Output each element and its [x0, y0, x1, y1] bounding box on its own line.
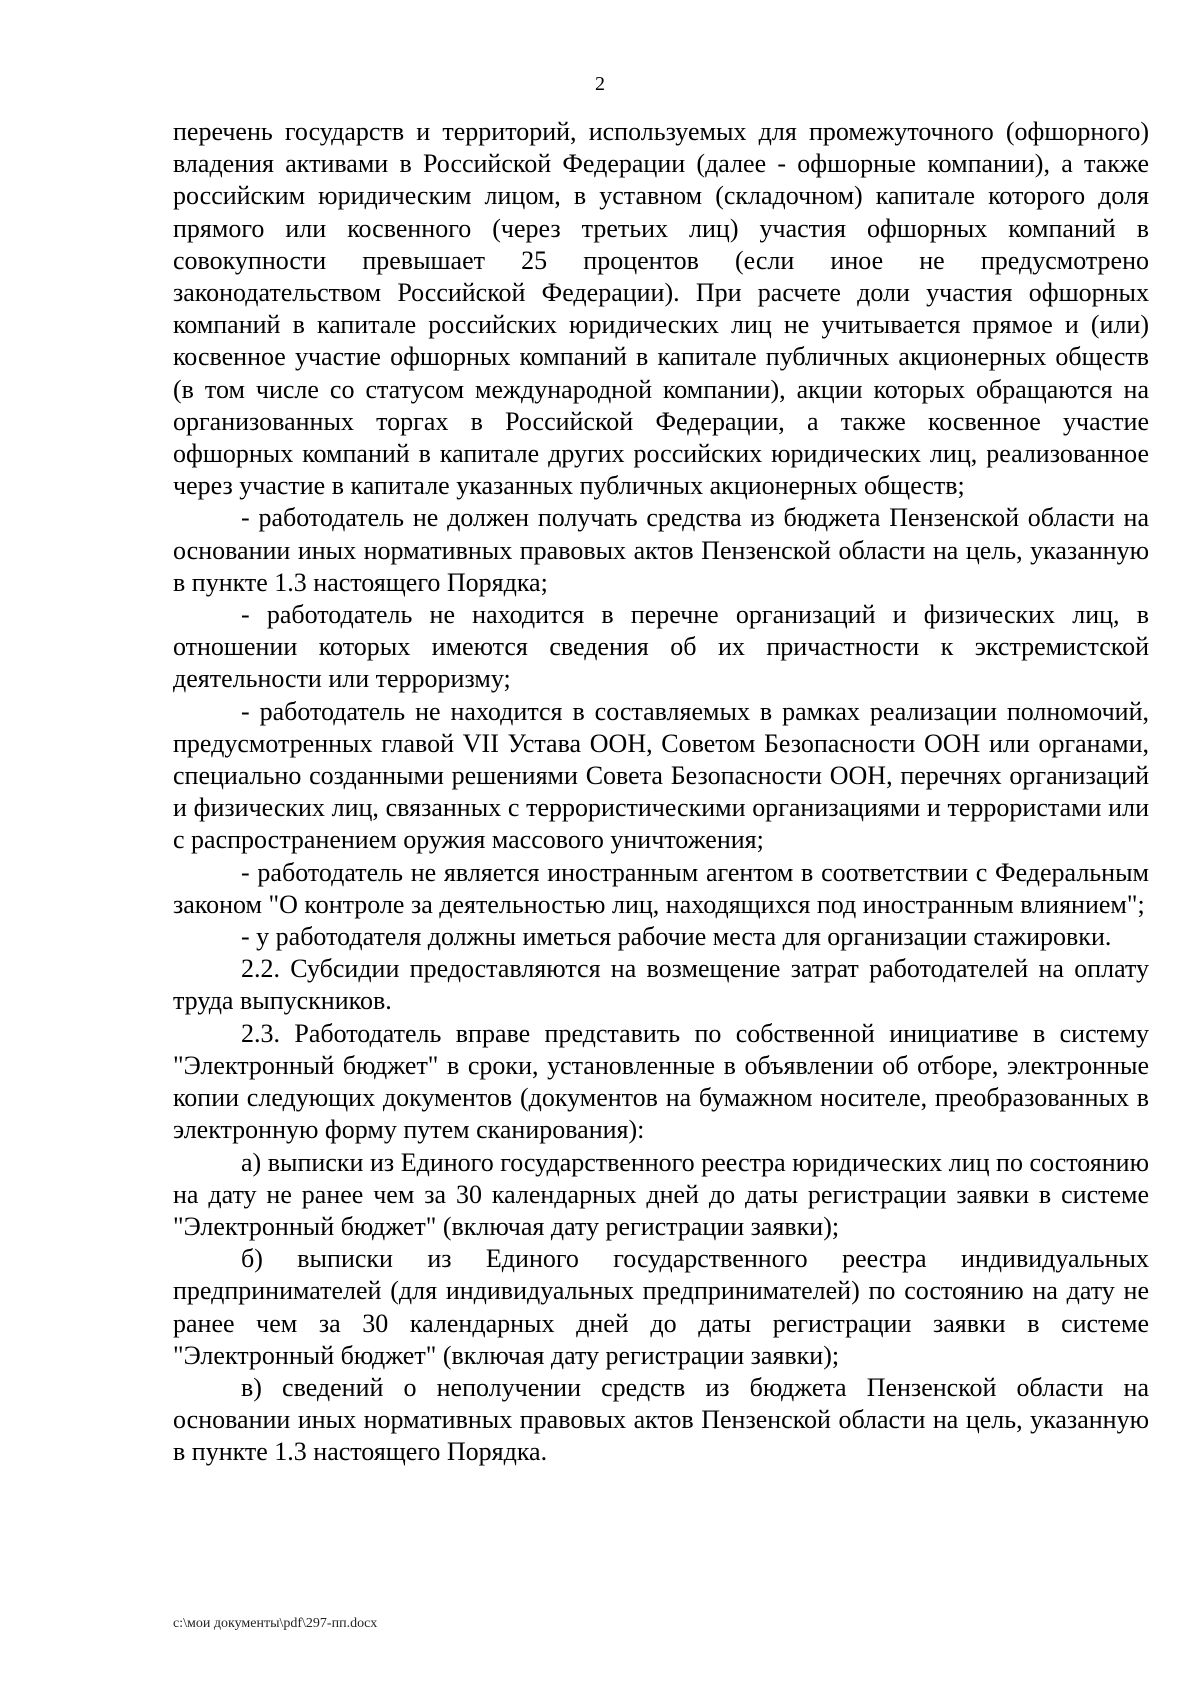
paragraph-not-un-sanctions-list: - работодатель не находится в составляемых в рамках реализации полномочий, предусмотренных главой VII Устава ООН, Советом Безопасности ООН или органами, специально созданными решениями Совета Безопасности ООН, перечнях организаций и физических лиц, связанных с террористическими организациями и террористами или с распространением оружия массового уничтожения;	[173, 696, 1149, 855]
paragraph-no-regional-budget-funds: - работодатель не должен получать средства из бюджета Пензенской области на основании иных нормативных правовых актов Пензенской области на цель, указанную в пункте 1.3 настоящего Порядка;	[173, 503, 1149, 597]
paragraph-item-a-legal-entities-extract: а) выписки из Единого государственного реестра юридических лиц по состоянию на дату не ранее чем за 30 календарных дней до даты регистрации заявки в системе "Электронный бюджет" (включая дату регистрации заявки);	[173, 1147, 1149, 1241]
page-number: 2	[595, 73, 605, 95]
paragraph-offshore-criteria: перечень государств и территорий, используемых для промежуточного (офшорного) владения активами в Российской Федерации (далее - офшорные компании), а также российским юридическим лицом, в уставном (складочном) капитале которого доля прямого или косвенного (через третьих лиц) участия офшорных компаний в совокупности превышает 25 процентов (если иное не предусмотрено законодательством Российской Федерации). При расчете доли участия офшорных компаний в капитале российских юридических лиц не учитывается прямое и (или) косвенное участие офшорных компаний в капитале публичных акционерных обществ (в том числе со статусом международной компании), акции которых обращаются на организованных торгах в Российской Федерации, а также косвенное участие офшорных компаний в капитале других российских юридических лиц, реализованное через участие в капитале указанных публичных акционерных обществ;	[173, 117, 1149, 501]
paragraph-item-v-no-budget-funds-info: в) сведений о неполучении средств из бюджета Пензенской области на основании иных нормативных правовых актов Пензенской области на цель, указанную в пункте 1.3 настоящего Порядка.	[173, 1372, 1149, 1467]
paragraph-internship-workplaces: - у работодателя должны иметься рабочие места для организации стажировки.	[241, 922, 1112, 952]
footer-file-path: c:\мои документы\pdf\297-пп.docx	[173, 1616, 378, 1631]
paragraph-2-2-subsidy-purpose: 2.2. Субсидии предоставляются на возмещение затрат работодателей на оплату труда выпускников.	[173, 954, 1149, 1016]
paragraph-not-foreign-agent: - работодатель не является иностранным агентом в соответствии с Федеральным законом "О контроле за деятельностью лиц, находящихся под иностранным влиянием";	[173, 857, 1149, 919]
paragraph-2-3-documents: 2.3. Работодатель вправе представить по собственной инициативе в систему "Электронный бюджет" в сроки, установленные в объявлении об отборе, электронные копии следующих документов (документов на бумажном носителе, преобразованных в электронную форму путем сканирования):	[173, 1018, 1149, 1145]
paragraph-not-extremist-list: - работодатель не находится в перечне организаций и физических лиц, в отношении которых имеются сведения об их причастности к экстремистской деятельности или терроризму;	[173, 600, 1149, 694]
document-body	[173, 116, 1149, 1469]
paragraph-item-b-entrepreneurs-extract: б) выписки из Единого государственного реестра индивидуальных предпринимателей (для индивидуальных предпринимателей) по состоянию на дату не ранее чем за 30 календарных дней до даты регистрации заявки в системе "Электронный бюджет" (включая дату регистрации заявки);	[173, 1244, 1149, 1370]
